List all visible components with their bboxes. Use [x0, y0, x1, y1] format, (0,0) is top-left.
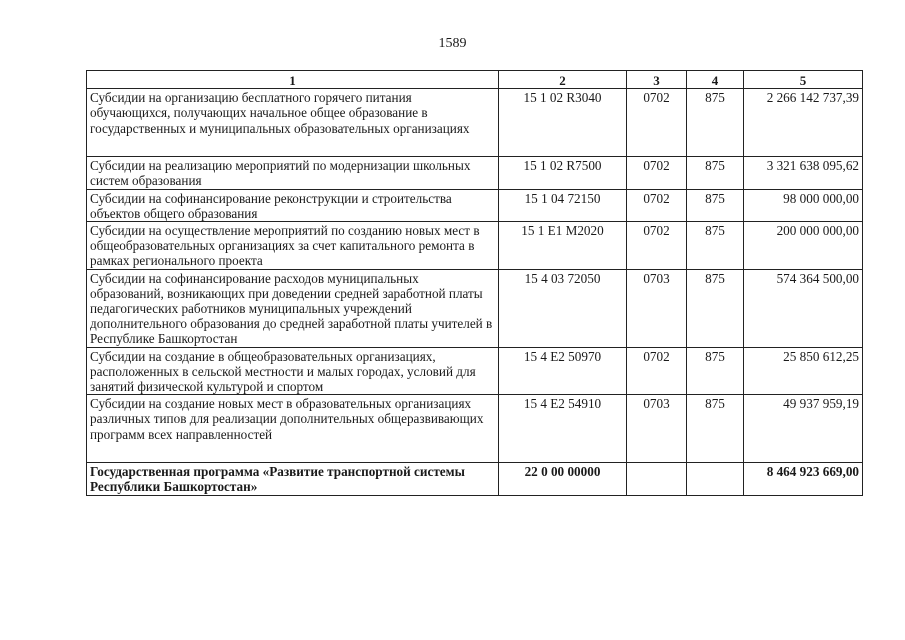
column-header: 5 — [744, 71, 863, 89]
row-section-code: 0702 — [627, 347, 687, 395]
row-grbs-code: 875 — [687, 395, 744, 463]
row-section-code: 0703 — [627, 395, 687, 463]
row-section-code: 0702 — [627, 222, 687, 270]
row-grbs-code: 875 — [687, 269, 744, 347]
row-section-code: 0703 — [627, 269, 687, 347]
row-target-code: 15 1 E1 M2020 — [499, 222, 627, 270]
page-number: 1589 — [438, 36, 467, 51]
table-row-total — [87, 463, 863, 495]
row-grbs-code — [687, 463, 744, 495]
row-sum: 49 937 959,19 — [744, 395, 863, 463]
row-grbs-code: 875 — [687, 222, 744, 270]
row-name: Субсидии на создание в общеобразовательных организациях, расположенных в сельской местности и малых городах, условий для занятий физической культурой и спортом — [87, 347, 499, 395]
row-sum: 8 464 923 669,00 — [744, 463, 863, 495]
row-section-code: 0702 — [627, 189, 687, 221]
row-sum: 2 266 142 737,39 — [744, 89, 863, 157]
row-target-code: 22 0 00 00000 — [499, 463, 627, 495]
row-target-code: 15 1 04 72150 — [499, 189, 627, 221]
row-name: Субсидии на создание новых мест в образовательных организациях различных типов для реализации дополнительных общеразвивающих программ всех направленностей — [87, 395, 499, 463]
row-target-code: 15 4 E2 50970 — [499, 347, 627, 395]
row-sum: 98 000 000,00 — [744, 189, 863, 221]
row-target-code: 15 4 03 72050 — [499, 269, 627, 347]
row-name: Государственная программа «Развитие транспортной системы Республики Башкортостан» — [87, 463, 499, 495]
table-row — [87, 157, 863, 189]
table-row — [87, 269, 863, 347]
column-header: 4 — [687, 71, 744, 89]
row-sum: 200 000 000,00 — [744, 222, 863, 270]
row-target-code: 15 1 02 R3040 — [499, 89, 627, 157]
table-header-row — [87, 71, 863, 89]
row-sum: 574 364 500,00 — [744, 269, 863, 347]
row-section-code — [627, 463, 687, 495]
table-row — [87, 395, 863, 463]
table-row — [87, 189, 863, 221]
row-sum: 3 321 638 095,62 — [744, 157, 863, 189]
row-name: Субсидии на организацию бесплатного горячего питания обучающихся, получающих начальное общее образование в государственных и муниципальных образовательных организациях — [87, 89, 499, 157]
column-header: 3 — [627, 71, 687, 89]
row-grbs-code: 875 — [687, 157, 744, 189]
budget-table — [86, 70, 863, 496]
row-section-code: 0702 — [627, 157, 687, 189]
row-section-code: 0702 — [627, 89, 687, 157]
row-grbs-code: 875 — [687, 347, 744, 395]
row-sum: 25 850 612,25 — [744, 347, 863, 395]
row-target-code: 15 1 02 R7500 — [499, 157, 627, 189]
row-name: Субсидии на реализацию мероприятий по модернизации школьных систем образования — [87, 157, 499, 189]
row-grbs-code: 875 — [687, 89, 744, 157]
table-row — [87, 222, 863, 270]
row-name: Субсидии на софинансирование расходов муниципальных образований, возникающих при доведении средней заработной платы педагогических работников муниципальных учреждений дополнительного образования до средней заработной платы учителей в Республике Башкортостан — [87, 269, 499, 347]
table-row — [87, 347, 863, 395]
column-header: 1 — [87, 71, 499, 89]
row-name: Субсидии на софинансирование реконструкции и строительства объектов общего образования — [87, 189, 499, 221]
column-header: 2 — [499, 71, 627, 89]
row-target-code: 15 4 E2 54910 — [499, 395, 627, 463]
row-grbs-code: 875 — [687, 189, 744, 221]
row-name: Субсидии на осуществление мероприятий по созданию новых мест в общеобразовательных организациях за счет капитального ремонта в рамках регионального проекта — [87, 222, 499, 270]
table-row — [87, 89, 863, 157]
